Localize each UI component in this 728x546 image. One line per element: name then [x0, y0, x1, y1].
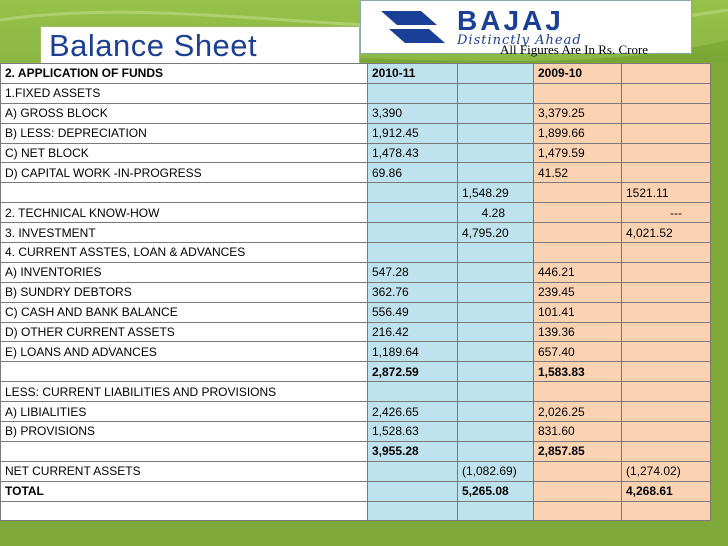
- table-row: [1, 103, 711, 123]
- cell-2009-10-item: 1,583.83: [534, 362, 622, 382]
- cell-2009-10-item: [534, 183, 622, 203]
- table-row: [1, 163, 711, 183]
- cell-2009-10-total: [622, 322, 711, 342]
- cell-2010-11-item: 3,955.28: [368, 441, 458, 461]
- table-row: [1, 501, 711, 521]
- row-label: A) GROSS BLOCK: [1, 103, 368, 123]
- table-row: [1, 123, 711, 143]
- cell-2010-11-total: (1,082.69): [458, 461, 534, 481]
- cell-2009-10-item: [534, 382, 622, 402]
- table-row: [1, 422, 711, 442]
- cell-2010-11-item: [368, 183, 458, 203]
- cell-2010-11-total: 4,795.20: [458, 223, 534, 243]
- cell-2009-10-total: [622, 83, 711, 103]
- cell-2010-11-total: 1,548.29: [458, 183, 534, 203]
- row-label: 3. INVESTMENT: [1, 223, 368, 243]
- cell-2009-10-item: [534, 203, 622, 223]
- row-label: C) NET BLOCK: [1, 143, 368, 163]
- table-row: [1, 282, 711, 302]
- cell-2009-10-total: [622, 382, 711, 402]
- cell-2009-10-total: [622, 123, 711, 143]
- cell-2009-10-total: 4,268.61: [622, 481, 711, 501]
- cell-2010-11-item: 1,478.43: [368, 143, 458, 163]
- cell-2009-10-item: 2,026.25: [534, 402, 622, 422]
- cell-2009-10-item: [534, 223, 622, 243]
- cell-2009-10-total: [622, 103, 711, 123]
- cell-2010-11-total: [458, 163, 534, 183]
- cell-2009-10-item: 139.36: [534, 322, 622, 342]
- cell-2010-11-item: 2,872.59: [368, 362, 458, 382]
- cell-2009-10-item: [534, 243, 622, 263]
- cell-2010-11-item: 1,912.45: [368, 123, 458, 143]
- cell-2009-10-item: 41.52: [534, 163, 622, 183]
- row-label: A) LIBIALITIES: [1, 402, 368, 422]
- cell-2009-10-total: 1521.11: [622, 183, 711, 203]
- cell-2009-10-total: [622, 302, 711, 322]
- cell-2010-11-item: 216.42: [368, 322, 458, 342]
- logo-brand-text: BAJAJ: [457, 5, 564, 36]
- table-row: [1, 461, 711, 481]
- cell-2009-10-total: [622, 402, 711, 422]
- cell-2010-11-item: 69.86: [368, 163, 458, 183]
- row-label: B) PROVISIONS: [1, 422, 368, 442]
- header-year-2010-11: 2010-11: [368, 64, 458, 84]
- cell-2009-10-item: [534, 461, 622, 481]
- cell-2010-11-total: [458, 302, 534, 322]
- row-label: TOTAL: [1, 481, 368, 501]
- row-label: [1, 441, 368, 461]
- cell-2009-10-item: 239.45: [534, 282, 622, 302]
- header-blank: [458, 64, 534, 84]
- row-label: 2. TECHNICAL KNOW-HOW: [1, 203, 368, 223]
- cell-2009-10-item: 1,479.59: [534, 143, 622, 163]
- table-row: [1, 402, 711, 422]
- table-row: [1, 382, 711, 402]
- cell-2009-10-item: [534, 83, 622, 103]
- cell-2010-11-total: [458, 422, 534, 442]
- table-row: [1, 362, 711, 382]
- cell-2010-11-total: [458, 501, 534, 521]
- cell-2009-10-total: [622, 243, 711, 263]
- row-label: B) SUNDRY DEBTORS: [1, 282, 368, 302]
- cell-2009-10-total: [622, 422, 711, 442]
- table-row: [1, 262, 711, 282]
- row-label: LESS: CURRENT LIABILITIES AND PROVISIONS: [1, 382, 368, 402]
- row-label: 4. CURRENT ASSTES, LOAN & ADVANCES: [1, 243, 368, 263]
- cell-2009-10-total: ---: [622, 203, 711, 223]
- cell-2010-11-total: [458, 103, 534, 123]
- row-label: D) OTHER CURRENT ASSETS: [1, 322, 368, 342]
- units-note: All Figures Are In Rs. Crore: [500, 42, 649, 57]
- cell-2009-10-total: (1,274.02): [622, 461, 711, 481]
- cell-2010-11-total: [458, 83, 534, 103]
- row-label: [1, 183, 368, 203]
- cell-2010-11-item: 547.28: [368, 262, 458, 282]
- cell-2009-10-total: [622, 143, 711, 163]
- cell-2009-10-total: [622, 342, 711, 362]
- cell-2009-10-item: 446.21: [534, 262, 622, 282]
- table-row: [1, 322, 711, 342]
- cell-2010-11-item: [368, 461, 458, 481]
- row-label: D) CAPITAL WORK -IN-PROGRESS: [1, 163, 368, 183]
- cell-2009-10-total: [622, 282, 711, 302]
- page-title-box: [40, 26, 360, 64]
- cell-2010-11-item: [368, 481, 458, 501]
- cell-2010-11-total: [458, 262, 534, 282]
- cell-2010-11-total: 5,265.08: [458, 481, 534, 501]
- cell-2009-10-item: 831.60: [534, 422, 622, 442]
- row-label: E) LOANS AND ADVANCES: [1, 342, 368, 362]
- cell-2010-11-item: 362.76: [368, 282, 458, 302]
- table-row: [1, 302, 711, 322]
- table-row: [1, 441, 711, 461]
- cell-2009-10-item: [534, 501, 622, 521]
- cell-2010-11-total: [458, 123, 534, 143]
- table-row: [1, 143, 711, 163]
- header-label: 2. APPLICATION OF FUNDS: [1, 64, 368, 84]
- cell-2010-11-total: [458, 342, 534, 362]
- row-label: C) CASH AND BANK BALANCE: [1, 302, 368, 322]
- cell-2010-11-total: [458, 322, 534, 342]
- row-label: B) LESS: DEPRECIATION: [1, 123, 368, 143]
- cell-2009-10-total: [622, 501, 711, 521]
- cell-2010-11-item: [368, 83, 458, 103]
- table-row: [1, 223, 711, 243]
- cell-2010-11-item: [368, 203, 458, 223]
- cell-2010-11-item: [368, 382, 458, 402]
- bajaj-emblem-icon: [377, 7, 449, 47]
- cell-2010-11-total: [458, 402, 534, 422]
- cell-2010-11-total: 4.28: [458, 203, 534, 223]
- cell-2009-10-item: 1,899.66: [534, 123, 622, 143]
- cell-2010-11-item: 3,390: [368, 103, 458, 123]
- cell-2009-10-total: [622, 362, 711, 382]
- table-row: [1, 183, 711, 203]
- table-header-row: [1, 64, 711, 84]
- table-row: [1, 243, 711, 263]
- cell-2010-11-total: [458, 441, 534, 461]
- cell-2010-11-item: 1,189.64: [368, 342, 458, 362]
- cell-2010-11-total: [458, 143, 534, 163]
- page-title: Balance Sheet: [49, 28, 258, 63]
- cell-2010-11-total: [458, 362, 534, 382]
- header-blank: [622, 64, 711, 84]
- table-row: [1, 203, 711, 223]
- cell-2010-11-item: [368, 223, 458, 243]
- row-label: 1.FIXED ASSETS: [1, 83, 368, 103]
- cell-2010-11-total: [458, 382, 534, 402]
- cell-2009-10-total: [622, 163, 711, 183]
- logo-tagline: Distinctly Ahead: [457, 33, 582, 48]
- cell-2009-10-item: 2,857.85: [534, 441, 622, 461]
- cell-2009-10-item: 3,379.25: [534, 103, 622, 123]
- cell-2009-10-total: [622, 441, 711, 461]
- cell-2010-11-item: [368, 243, 458, 263]
- cell-2009-10-total: [622, 262, 711, 282]
- cell-2010-11-total: [458, 282, 534, 302]
- row-label: [1, 362, 368, 382]
- table-row: [1, 342, 711, 362]
- table-row: [1, 481, 711, 501]
- cell-2010-11-item: 556.49: [368, 302, 458, 322]
- cell-2010-11-item: [368, 501, 458, 521]
- row-label: NET CURRENT ASSETS: [1, 461, 368, 481]
- cell-2010-11-item: 1,528.63: [368, 422, 458, 442]
- cell-2009-10-item: 101.41: [534, 302, 622, 322]
- cell-2009-10-item: 657.40: [534, 342, 622, 362]
- row-label: A) INVENTORIES: [1, 262, 368, 282]
- cell-2009-10-item: [534, 481, 622, 501]
- table-row: [1, 83, 711, 103]
- cell-2009-10-total: 4,021.52: [622, 223, 711, 243]
- cell-2010-11-item: 2,426.65: [368, 402, 458, 422]
- header-year-2009-10: 2009-10: [534, 64, 622, 84]
- row-label: [1, 501, 368, 521]
- cell-2010-11-total: [458, 243, 534, 263]
- balance-sheet-table: [0, 63, 711, 521]
